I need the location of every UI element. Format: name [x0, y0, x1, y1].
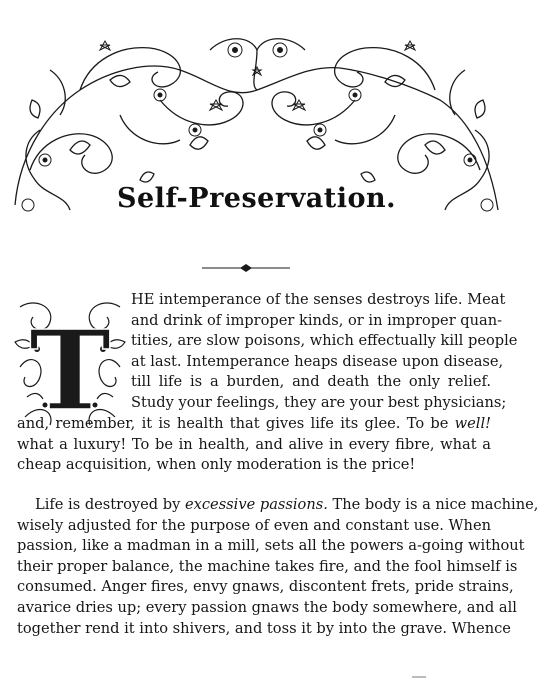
- text-line: Life is destroyed by excessive passions. The body is a nice machine,: [35, 496, 538, 513]
- text-line: what a luxury! To be in health, and alive in every fibre, what a: [17, 435, 491, 453]
- text-line: HE intemperance of the senses destroys life. Meat: [131, 291, 506, 308]
- text-line: wisely adjusted for the purpose of even and constant use. When: [17, 516, 491, 534]
- text-line: passion, like a madman in a mill, sets all the powers a-going without: [17, 537, 525, 555]
- text-line: tities, are slow poisons, which effectually kill people: [131, 332, 518, 350]
- paragraph-1-full-text: [17, 414, 491, 476]
- text-line: and, remember, it is health that gives life its glee. To be well!: [17, 415, 491, 432]
- text-line: till life is a burden, and death the only relief.: [131, 373, 491, 391]
- emphasis-excessive-passions: excessive passions.: [185, 496, 328, 513]
- paragraph-1-wrapped-text: [131, 290, 518, 414]
- chapter-title: Self-Preservation.: [116, 183, 397, 214]
- drop-cap-letter: T: [29, 306, 111, 435]
- text-line: avarice dries up; every passion gnaws the body somewhere, and all: [17, 598, 517, 616]
- text-line: Study your feelings, they are your best physicians;: [131, 393, 507, 411]
- text-line: cheap acquisition, when only moderation is the price!: [17, 456, 416, 474]
- title-divider-rule: [202, 262, 290, 274]
- emphasis-well: well!: [454, 415, 491, 432]
- page-speck: [412, 676, 426, 678]
- text-line: and drink of improper kinds, or in improper quan-: [131, 311, 503, 329]
- text-line: at last. Intemperance heaps disease upon disease,: [131, 352, 504, 370]
- text-line: their proper balance, the machine takes fire, and the fool himself is: [17, 557, 518, 575]
- paragraph-2: [17, 495, 538, 639]
- illuminated-drop-cap: [15, 297, 125, 435]
- text-line: together rend it into shivers, and toss it by into the grave. Whence: [17, 619, 511, 637]
- text-line: consumed. Anger fires, envy gnaws, discontent frets, pride strains,: [17, 578, 514, 596]
